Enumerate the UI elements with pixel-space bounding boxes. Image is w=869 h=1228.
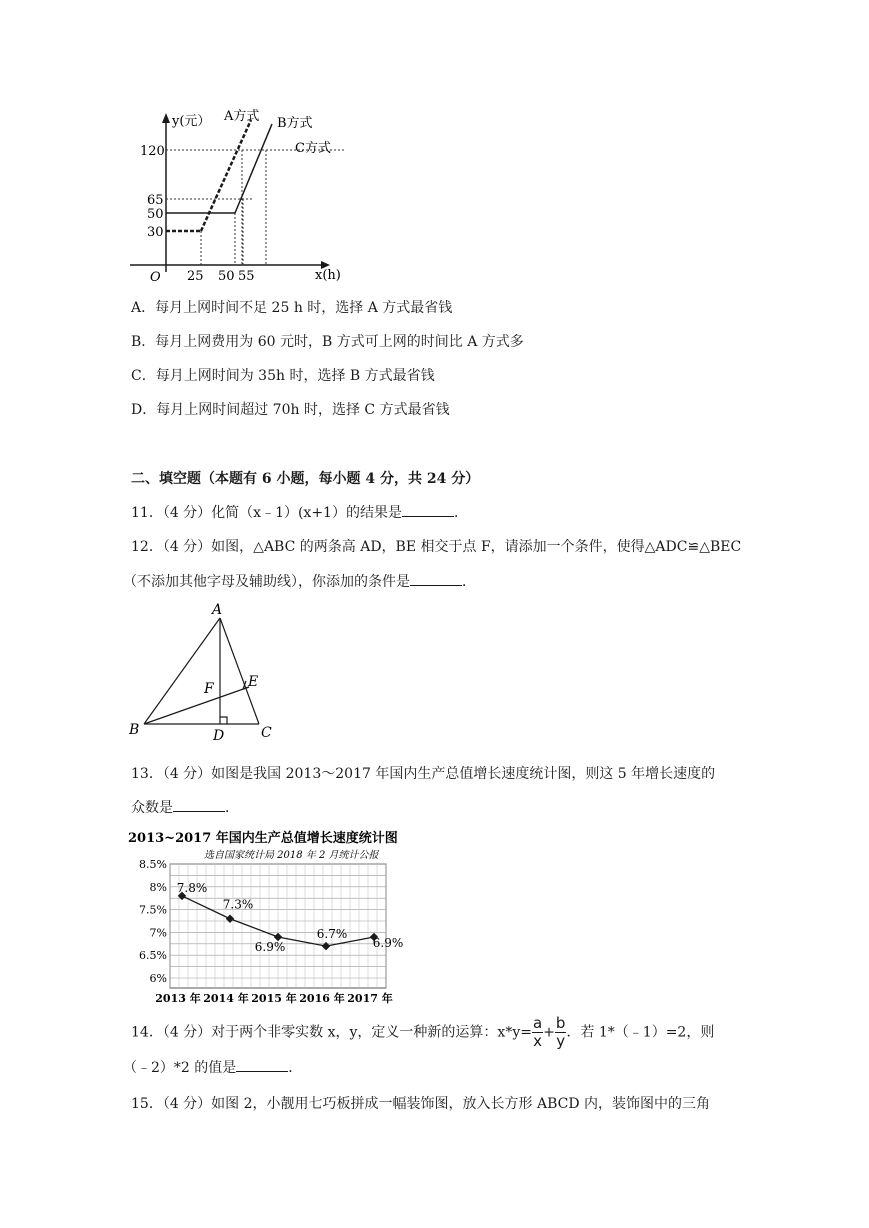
fraction-denominator: x	[533, 1032, 543, 1050]
question-12-line1: 12．（4 分）如图，△ABC 的两条高 AD，BE 相交于点 F，请添加一个条件，使得△ADC≌△BEC	[131, 539, 742, 555]
x-tick-label: 2013 年	[155, 992, 201, 1005]
question-14-text: （﹣2）*2 的值是	[123, 1060, 237, 1076]
section-title: 二、填空题（本题有 6 小题，每小题 4 分，共 24 分）	[131, 471, 480, 487]
question-11-end: ．	[453, 505, 468, 521]
altitude-be	[144, 687, 249, 724]
cost-graph	[120, 100, 360, 285]
origin-label: O	[150, 270, 161, 285]
question-14-end: ．	[288, 1060, 303, 1076]
answer-blank[interactable]	[173, 797, 225, 812]
vertex-label-c: C	[261, 725, 272, 741]
point-label-e: E	[248, 674, 259, 690]
plus-sign: +	[543, 1024, 555, 1041]
answer-blank[interactable]	[410, 571, 462, 586]
x-tick-label: 55	[238, 269, 255, 284]
question-12-line2	[123, 571, 476, 591]
y-tick-label: 50	[147, 207, 164, 222]
x-tick-label: 2014 年	[203, 992, 249, 1005]
option-a: A．每月上网时间不足 25 h 时，选择 A 方式最省钱	[131, 300, 453, 316]
vertex-label-b: B	[129, 722, 140, 738]
chart-series	[177, 881, 404, 954]
line-label-b: B方式	[277, 116, 313, 131]
question-14-line2	[123, 1057, 302, 1077]
fraction-numerator: b	[555, 1014, 566, 1032]
question-12-text: （不添加其他字母及辅助线），你添加的条件是	[123, 574, 410, 590]
fraction-denominator: y	[556, 1032, 566, 1050]
question-13-line2	[131, 797, 239, 817]
guide-lines	[166, 150, 345, 265]
y-tick-label: 7%	[149, 926, 167, 940]
point-label-d: D	[213, 728, 225, 744]
fraction-numerator: a	[532, 1014, 543, 1032]
y-axis-label: y(元）	[172, 114, 211, 129]
data-label: 6.7%	[316, 927, 348, 942]
y-axis-arrow	[162, 113, 170, 123]
answer-blank[interactable]	[236, 1057, 288, 1072]
x-tick-label: 25	[187, 269, 204, 284]
fraction-a-over-x	[532, 1015, 543, 1050]
y-tick-label: 8.5%	[139, 858, 167, 871]
line-label-a: A方式	[224, 109, 260, 124]
chart-subtitle: 选自国家统计局 2018 年 2 月统计公报	[204, 850, 379, 861]
question-14-prefix: 14．（4 分）对于两个非零实数 x，y，定义一种新的运算：x*y=	[131, 1024, 532, 1041]
question-14-line1	[131, 1015, 714, 1050]
question-12-end: ．	[462, 574, 476, 590]
x-tick-label: 50	[218, 269, 235, 284]
question-11-text: 11．（4 分）化简（x﹣1）(x+1）的结果是	[131, 505, 402, 521]
fraction-b-over-y	[555, 1015, 567, 1050]
x-axis-label: x(h)	[315, 268, 341, 283]
question-11	[131, 502, 468, 522]
y-tick-label: 7.5%	[139, 903, 167, 917]
x-tick-label: 2015 年	[251, 992, 297, 1005]
triangle-figure	[120, 600, 285, 745]
question-13-line1: 13．（4 分）如图是我国 2013～2017 年国内生产总值增长速度统计图，则这 5 年增长速度的	[131, 766, 716, 782]
y-tick-label: 30	[147, 225, 164, 240]
y-tick-label: 65	[147, 193, 164, 208]
x-tick-label: 2017 年	[347, 992, 393, 1005]
y-tick-label: 6.5%	[139, 949, 167, 963]
question-13-end: ．	[225, 800, 239, 816]
data-label: 7.8%	[176, 880, 208, 895]
line-label-c: C方式	[295, 141, 331, 156]
question-13-text: 众数是	[131, 800, 173, 816]
data-label: 6.9%	[372, 935, 404, 950]
side-ab	[144, 618, 220, 724]
right-angle-d	[220, 717, 227, 724]
data-label: 6.9%	[254, 939, 286, 954]
vertex-label-a: A	[212, 602, 223, 618]
chart-title: 2013~2017 年国内生产总值增长速度统计图	[128, 831, 398, 846]
point-label-f: F	[204, 681, 214, 697]
option-c: C．每月上网时间为 35h 时，选择 B 方式最省钱	[131, 368, 435, 384]
side-ac	[220, 618, 259, 724]
answer-blank[interactable]	[402, 502, 454, 517]
y-tick-label: 120	[140, 144, 165, 159]
y-tick-label: 8%	[149, 880, 167, 894]
gdp-growth-chart	[118, 826, 418, 1005]
question-15: 15．（4 分）如图 2，小靓用七巧板拼成一幅装饰图，放入长方形 ABCD 内，装饰图中的三角	[131, 1096, 711, 1112]
line-a-slope	[201, 120, 251, 231]
data-label: 7.3%	[222, 897, 254, 912]
question-14-suffix: ．若 1*（﹣1）=2，则	[566, 1024, 715, 1041]
option-b: B．每月上网费用为 60 元时，B 方式可上网的时间比 A 方式多	[131, 334, 524, 350]
option-d: D．每月上网时间超过 70h 时，选择 C 方式最省钱	[131, 402, 450, 418]
x-tick-label: 2016 年	[299, 992, 345, 1005]
y-tick-label: 6%	[149, 972, 167, 985]
